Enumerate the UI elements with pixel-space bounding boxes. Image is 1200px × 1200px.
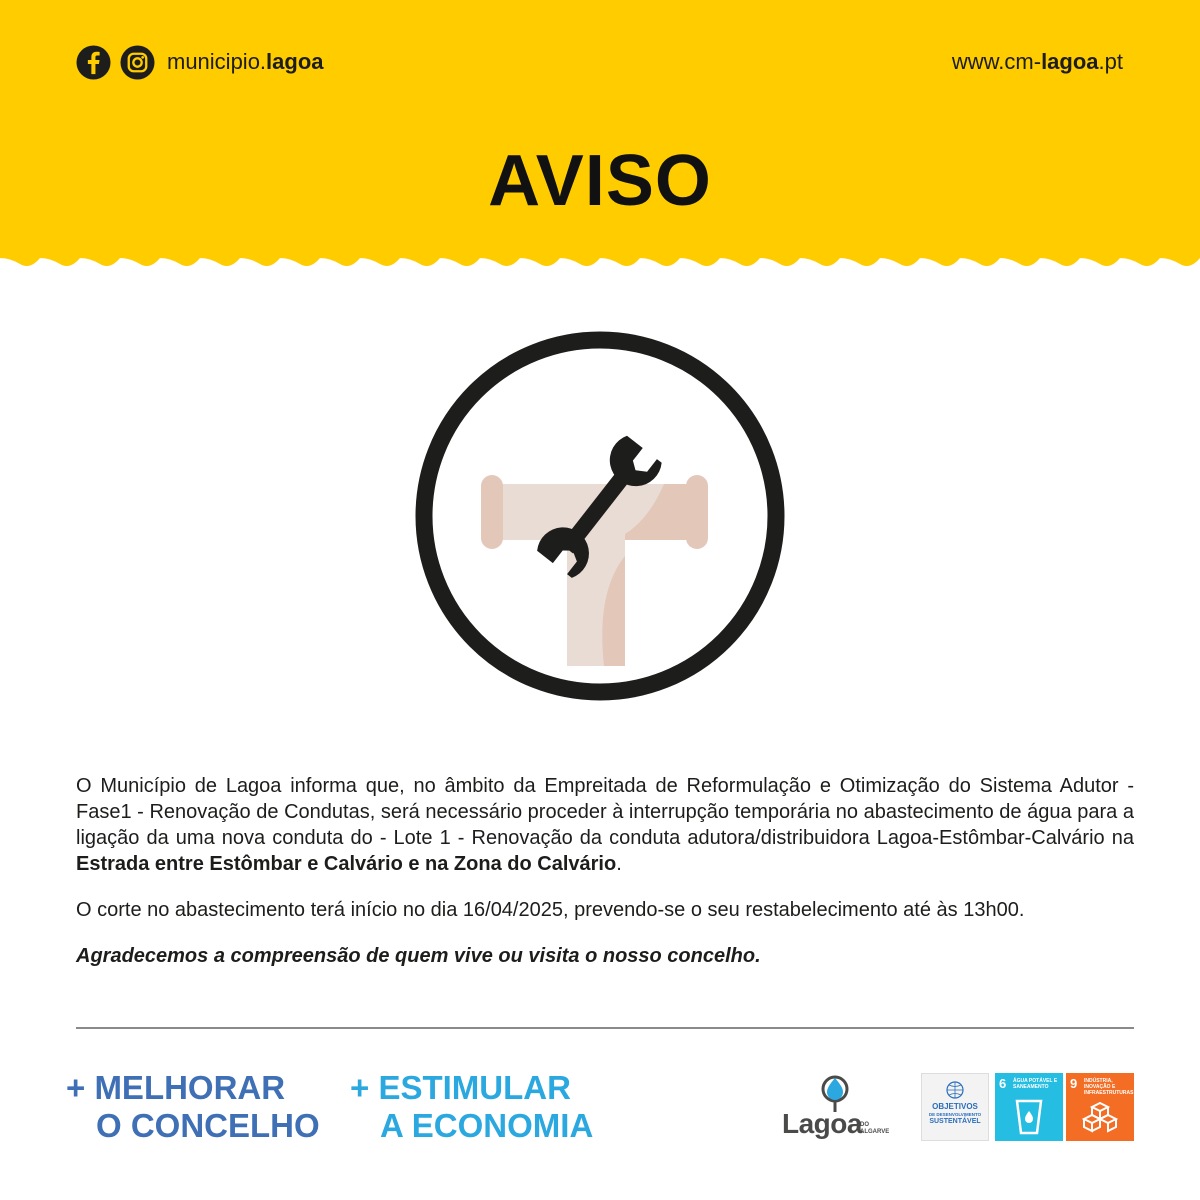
website-link[interactable]: www.cm-lagoa.pt — [951, 49, 1123, 74]
social-handles — [76, 44, 324, 80]
footer-divider — [76, 1027, 1134, 1029]
notice-thanks: Agradecemos a compreensão de quem vive ou visita o nosso concelho. — [76, 945, 761, 967]
lagoa-logo — [782, 1072, 894, 1144]
ods-9-label: INDÚSTRIA, INOVAÇÃO E INFRAESTRUTURAS — [1084, 1078, 1134, 1096]
notice-paragraph-2: O corte no abastecimento terá início no dia 16/04/2025, prevendo-se o seu restabelecimento até às 13h00. — [76, 899, 1025, 921]
slogan-estimular: + ESTIMULAR A ECONOMIA — [350, 1069, 594, 1144]
slogan-melhorar: + MELHORAR O CONCELHO — [66, 1069, 320, 1144]
ods-title: OBJETIVOS — [932, 1102, 978, 1111]
facebook-icon[interactable] — [76, 45, 111, 80]
ods-6-label: ÁGUA POTÁVEL E SANEAMENTO — [1013, 1078, 1058, 1090]
header-banner — [0, 0, 1200, 280]
instagram-icon[interactable] — [120, 45, 155, 80]
lagoa-logo-sub: DO ALGARVE — [860, 1122, 890, 1135]
page-title: AVISO — [488, 141, 712, 221]
water-glass-icon — [995, 1073, 1063, 1141]
un-globe-icon — [922, 1074, 988, 1102]
lagoa-logo-word: Lagoa — [782, 1108, 862, 1139]
ods-subtitle: DE DESENVOLVIMENTO — [928, 1112, 982, 1117]
notice-body — [76, 773, 1134, 969]
cubes-icon — [1066, 1073, 1134, 1141]
pipe-wrench-icon — [414, 330, 786, 702]
ods-subtitle-2: SUSTENTÁVEL — [929, 1118, 981, 1125]
ods-6-number: 6 — [999, 1076, 1007, 1091]
notice-paragraph-1: O Município de Lagoa informa que, no âmbito da Empreitada de Reformulação e Otimização do Sistema Adutor - Fase1 - Renovação de Condutas, será necessário proceder à interrupção temporária no abastecimento de água para a ligação da uma nova conduta do - Lote 1 - Renovação da conduta adutora/distribuidora Lagoa-Estômbar-Calvário na Estrada entre Estômbar e Calvário e na Zona do Calvário. — [76, 775, 1134, 875]
social-handle[interactable]: municipio.lagoa — [167, 49, 324, 74]
ods-logo — [921, 1073, 989, 1141]
ods-6-badge — [995, 1073, 1063, 1141]
ods-9-number: 9 — [1070, 1076, 1078, 1091]
ods-9-badge — [1066, 1073, 1134, 1141]
